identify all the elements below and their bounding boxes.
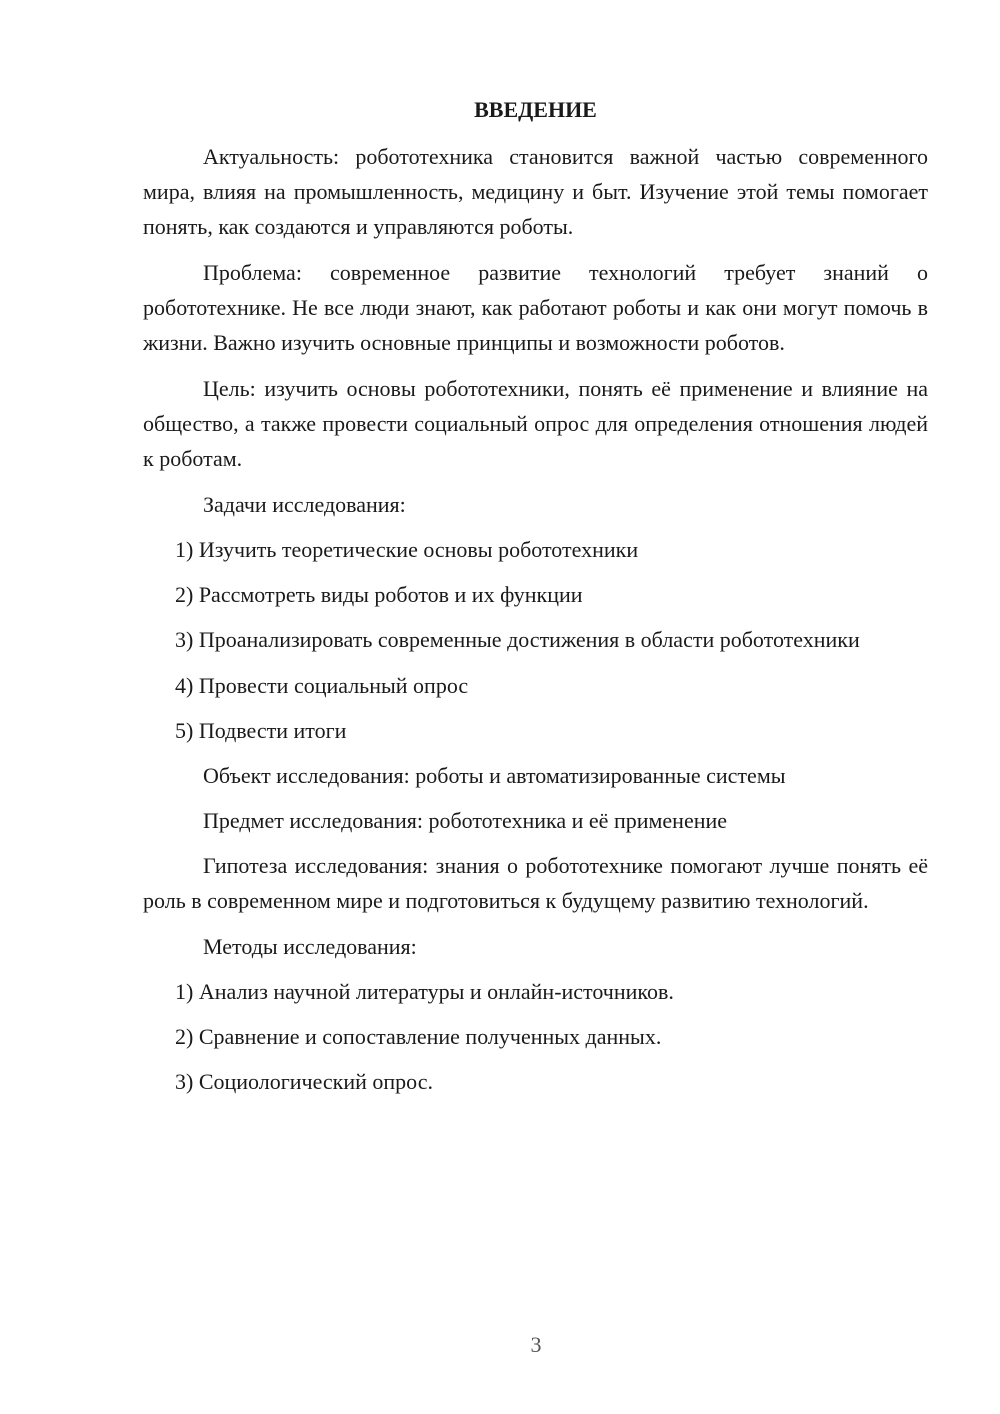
goal-paragraph: Цель: изучить основы робототехники, понять её применение и влияние на общество, а также провести социальный опрос для определения отношения людей к роботам. (143, 376, 928, 471)
problem-paragraph: Проблема: современное развитие технологий требует знаний о робототехнике. Не все люди знают, как работают роботы и как они могут помочь в жизни. Важно изучить основные принципы и возможности роботов. (143, 260, 928, 355)
relevance-paragraph: Актуальность: робототехника становится важной частью современного мира, влияя на промышленность, медицину и быт. Изучение этой темы помогает понять, как создаются и управляются роботы. (143, 144, 928, 239)
task-item-5: 5) Подвести итоги (175, 718, 347, 743)
task-item-1: 1) Изучить теоретические основы робототехники (175, 537, 639, 562)
methods-heading: Методы исследования: (203, 934, 417, 959)
task-item-4: 4) Провести социальный опрос (175, 673, 469, 698)
page-number: 3 (530, 1332, 542, 1357)
section-title: ВВЕДЕНИЕ (474, 97, 597, 122)
method-item-3: 3) Социологический опрос. (175, 1069, 433, 1094)
research-object: Объект исследования: роботы и автоматизированные системы (203, 763, 786, 788)
method-item-1: 1) Анализ научной литературы и онлайн-источников. (175, 979, 674, 1004)
task-item-3: 3) Проанализировать современные достижения в области робототехники (175, 627, 860, 652)
research-subject: Предмет исследования: робототехника и её применение (203, 808, 728, 833)
tasks-heading: Задачи исследования: (203, 492, 406, 517)
hypothesis-paragraph: Гипотеза исследования: знания о робототехнике помогают лучше понять её роль в современном мире и подготовиться к будущему развитию технологий. (143, 853, 928, 913)
document-page (143, 95, 928, 1109)
method-item-2: 2) Сравнение и сопоставление полученных данных. (175, 1024, 662, 1049)
task-item-2: 2) Рассмотреть виды роботов и их функции (175, 582, 583, 607)
